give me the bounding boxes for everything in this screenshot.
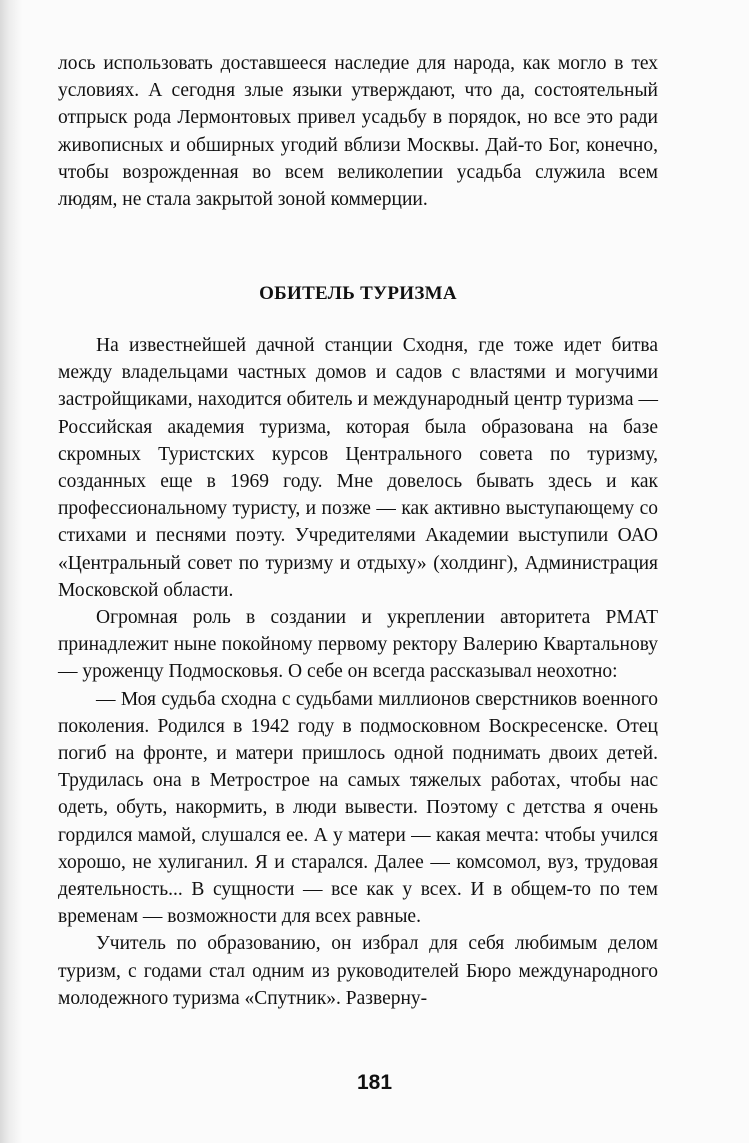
paragraph-rector: Огромная роль в создании и укреплении авторитета РМАТ принадлежит ныне покойному первому ректору Валерию Квартальнову — уроженцу Подмосковья. О себе он всегда рассказывал неохотно: xyxy=(58,607,658,683)
main-text-block xyxy=(58,332,658,1012)
paragraph-tourism: Учитель по образованию, он избрал для себя любимым делом туризм, с годами стал одним из руководителей Бюро международного молодежного туризма «Спутник». Разверну- xyxy=(58,933,658,1009)
paragraph-academy-intro: На известнейшей дачной станции Сходня, где тоже идет битва между владельцами частных домов и садов с властями и могучими застройщиками, находится обитель и международный центр туризма — Российская академия туризма, которая была образована на базе скромных Туристских курсов Центрального совета по туризму, созданных еще в 1969 году. Мне довелось бывать здесь и как профессиональному туристу, и позже — как активно выступающему со стихами и песнями поэту. Учредителями Академии выступили ОАО «Центральный совет по туризму и отдыху» (холдинг), Администрация Московской области. xyxy=(58,335,658,601)
paragraph-continuation: лось использовать доставшееся наследие для народа, как могло в тех условиях. А сегодня злые языки утверждают, что да, состоятельный отпрыск рода Лермонтовых привел усадьбу в порядок, но все это ради живописных и обширных угодий вблизи Москвы. Дай-то Бог, конечно, чтобы возрожденная во всем великолепии усадьба служила всем людям, не стала закрытой зоной коммерции. xyxy=(58,53,658,211)
top-text-block xyxy=(58,50,658,213)
paragraph-quote: — Моя судьба сходна с судьбами миллионов сверстников военного поколения. Родился в 1942 году в подмосковном Воскресенске. Отец погиб на фронте, и матери пришлось одной поднимать двоих детей. Трудилась она в Метрострое на самых тяжелых работах, чтобы нас одеть, обуть, накормить, в люди вывести. Поэтому с детства я очень гордился мамой, слушался ее. А у матери — какая мечта: чтобы учился хорошо, не хулиганил. Я и старался. Далее — комсомол, вуз, трудовая деятельность... В сущности — все как у всех. И в общем-то по тем временам — возможности для всех равные. xyxy=(58,688,658,928)
section-heading: ОБИТЕЛЬ ТУРИЗМА xyxy=(259,283,457,304)
page-binding-edge xyxy=(0,0,22,1143)
page-number: 181 xyxy=(356,1071,393,1094)
